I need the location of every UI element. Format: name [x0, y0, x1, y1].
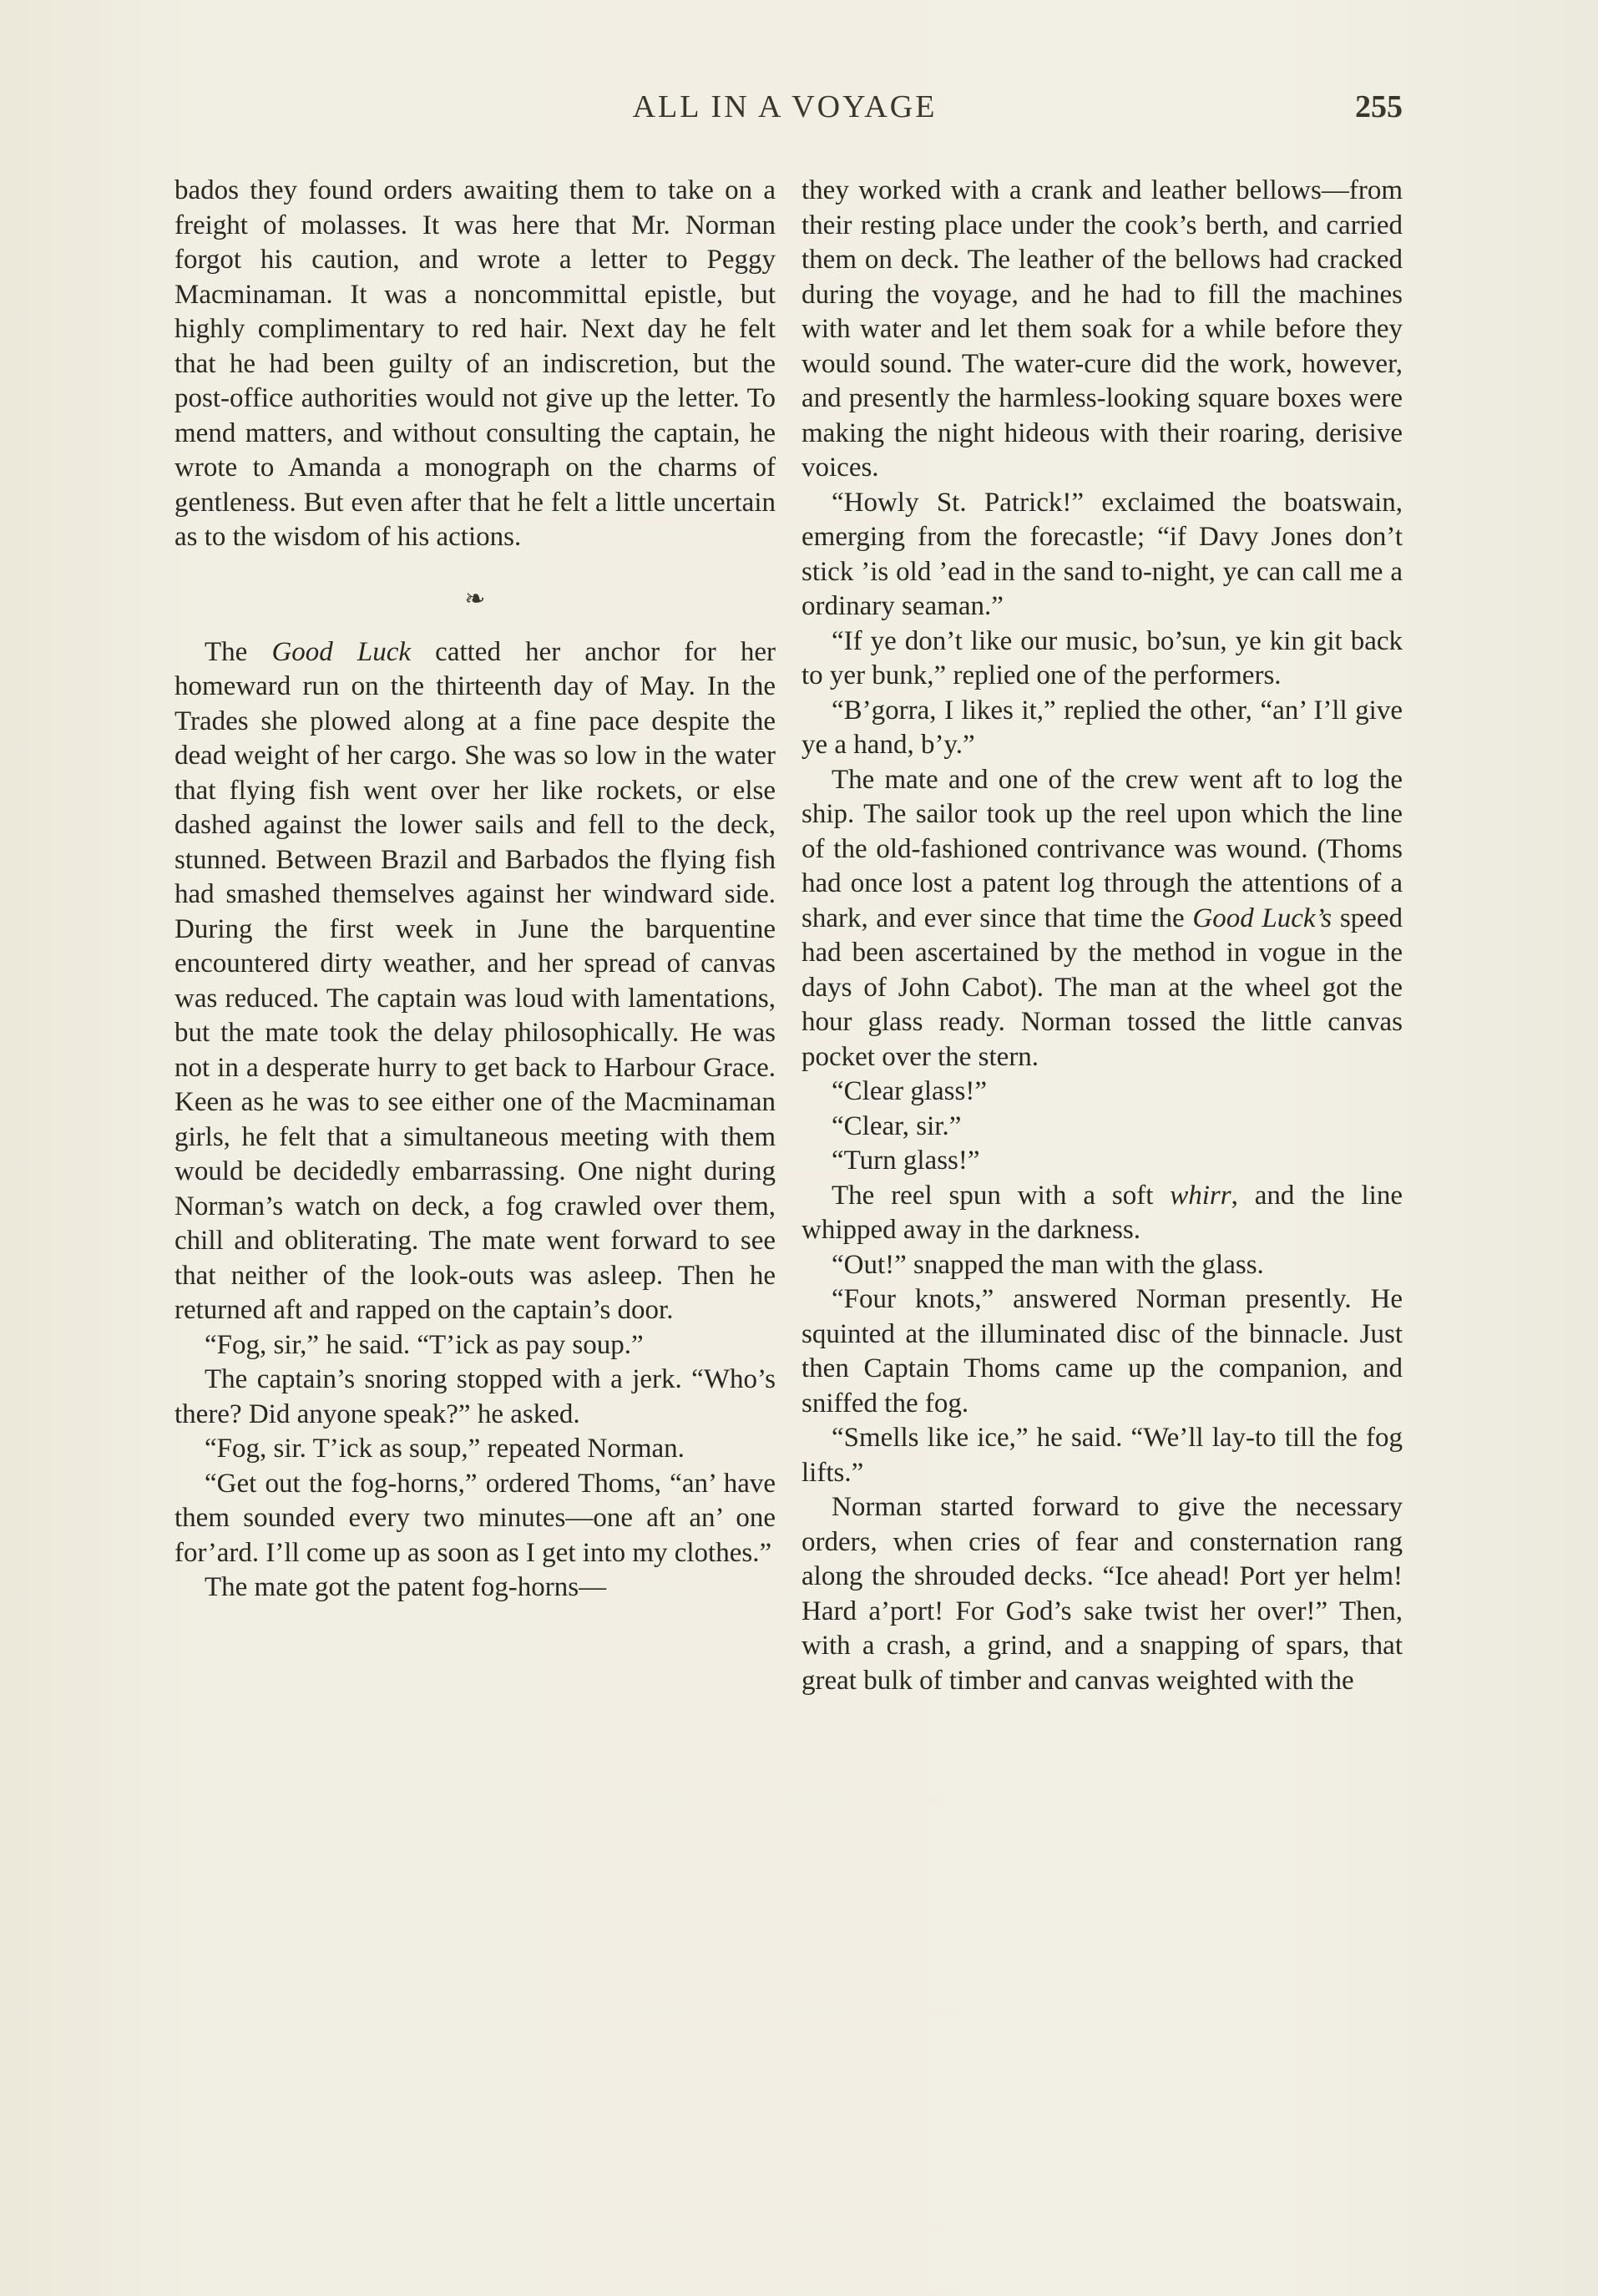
running-title: ALL IN A VOYAGE [632, 89, 938, 124]
paragraph: “Turn glass!” [832, 1145, 980, 1176]
paragraph: “If ye don’t like our music, bo’sun, ye kin git back to yer bunk,” replied one of the performers. [802, 625, 1403, 690]
paragraph: “Fog, sir. T’ick as soup,” repeated Norman. [205, 1434, 685, 1464]
paragraph-text: The mate and one of the crew went aft to log the ship. The sailor took up the reel upon which the line of the old-fashioned contrivance was wound. (Thoms had once lost a patent log through the attentions of a shark, and ever since that time the [802, 764, 1403, 933]
paragraph: “Smells like ice,” he said. “We’ll lay-to till the fog lifts.” [802, 1423, 1403, 1488]
paragraph: “Clear, sir.” [832, 1110, 962, 1141]
paragraph [802, 1179, 1403, 1248]
paragraph-text: catted her anchor for her homeward run on the thirteenth day of May. In the Trades she plowed along at a fine pace despite the dead weight of her cargo. She was so low in the water that flying fish went over her like rockets, or else dashed against the lower sails and fell to the deck, stunned. Between Brazil and Barbados the flying fish had smashed themselves against her windward side. During the first week in June the barquentine encountered dirty weather, and her spread of canvas was reduced. The captain was loud with lamentations, but the mate took the delay philosophically. He was not in a desperate hurry to get back to Harbour Grace. Keen as he was to see either one of the Macminaman girls, he felt that a simultaneous meeting with them would be decidedly embarrassing. One night during Norman’s watch on deck, a fog crawled over them, chill and obliterating. The mate went forward to see that neither of the look-outs was asleep. Then he returned aft and rapped on the captain’s door. [174, 636, 776, 1325]
paragraph: they worked with a crank and leather bellows—from their resting place under the cook’s berth, and carried them on deck. The leather of the bellows had cracked during the voyage, and he had to fill the machines with water and let them soak for a while before they would sound. The water-cure did the work, however, and presently the harmless-looking square boxes were making the night hideous with their roaring, derisive voices. [802, 175, 1403, 483]
page-number: 255 [1355, 89, 1403, 124]
paragraph-text: The [205, 636, 272, 667]
paragraph-text: speed had been ascertained by the method in vogue in the days of John Cabot). The man at the wheel got the hour glass ready. Norman tossed the little canvas pocket over the stern. [802, 903, 1403, 1072]
paragraph: “Clear glass!” [832, 1076, 987, 1106]
paragraph-text: , and the line whipped away in the darkness. [802, 1180, 1403, 1245]
ship-name: Good Luck’s [1192, 903, 1333, 933]
paragraph: “Howly St. Patrick!” exclaimed the boatswain, emerging from the forecastle; “if Davy Jones don’t stick ’is old ’ead in the sand to-night, ye can call me a ordinary seaman.” [802, 487, 1403, 621]
running-head [167, 89, 1403, 139]
paragraph: “Out!” snapped the man with the glass. [832, 1249, 1264, 1280]
ship-name: Good Luck [271, 636, 412, 667]
paragraph: “Four knots,” answered Norman presently. He squinted at the illuminated disc of the binnacle. Just then Captain Thoms came up the companion, and sniffed the fog. [802, 1284, 1403, 1419]
paragraph: bados they found orders awaiting them to take on a freight of molasses. It was here that Mr. Norman forgot his caution, and wrote a letter to Peggy Macminaman. It was a noncommittal epistle, but highly complimentary to red hair. Next day he felt that he had been guilty of an indiscretion, but the post-office authorities would not give up the letter. To mend matters, and without consulting the captain, he wrote to Amanda a monograph on the charms of gentleness. But even after that he felt a little uncertain as to the wisdom of his actions. [174, 175, 776, 552]
paragraph: The captain’s snoring stopped with a jerk. “Who’s there? Did anyone speak?” he asked. [174, 1364, 776, 1429]
left-column [174, 174, 776, 1606]
paragraph-text: The reel spun with a soft [832, 1180, 1171, 1211]
paragraph: Norman started forward to give the necessary orders, when cries of fear and consternation rang along the shrouded decks. “Ice ahead! Port yer helm! Hard a’port! For God’s sake twist her over!” Then, with a crash, a grind, and a snapping of spars, that great bulk of timber and canvas weighted with the [802, 1492, 1403, 1696]
emphasized-word: whirr [1170, 1180, 1231, 1211]
paragraph: “Fog, sir,” he said. “T’ick as pay soup.” [205, 1329, 644, 1360]
paragraph: “Get out the fog-horns,” ordered Thoms, “an’ have them sounded every two minutes—one aft an’ one for’ard. I’ll come up as soon as I get into my clothes.” [174, 1468, 776, 1568]
paragraph: “B’gorra, I likes it,” replied the other, “an’ I’ll give ye a hand, b’y.” [802, 695, 1403, 760]
paragraph: The mate got the patent fog-horns— [205, 1572, 607, 1602]
paragraph [802, 763, 1403, 1075]
right-column [802, 174, 1403, 1698]
paragraph [174, 635, 776, 1328]
section-ornament-icon: ❧ [464, 584, 486, 613]
